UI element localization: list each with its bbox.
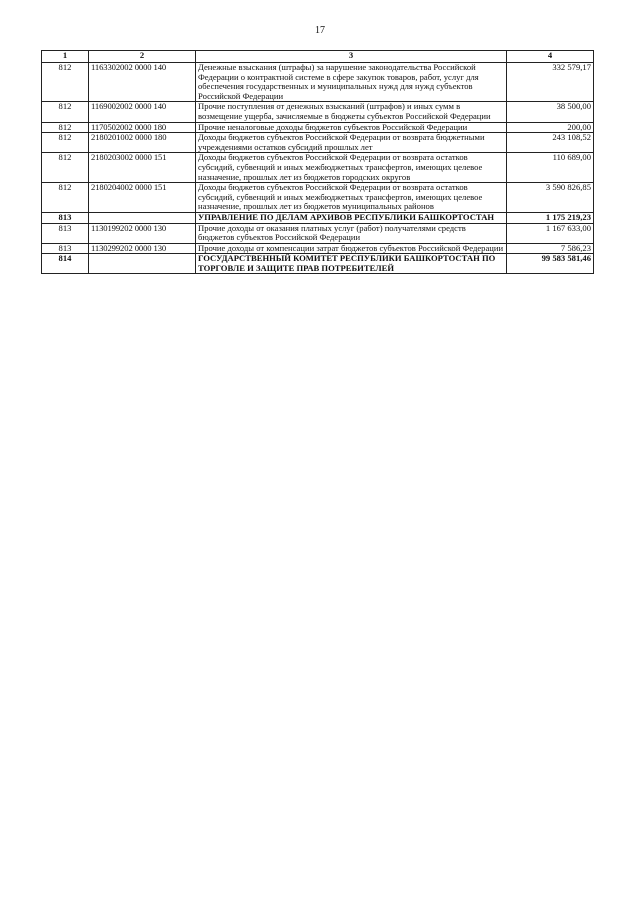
revenue-table (41, 50, 594, 274)
budget-code-cell: 1130299202 0000 130 (89, 243, 196, 254)
amount-cell: 1 167 633,00 (507, 223, 594, 243)
admin-code-cell: 812 (42, 133, 89, 153)
column-header-1: 1 (42, 51, 89, 63)
amount-cell: 7 586,23 (507, 243, 594, 254)
amount-cell: 99 583 581,46 (507, 254, 594, 274)
table-row (42, 63, 594, 102)
revenue-name-cell: Прочие поступления от денежных взысканий (штрафов) и иных сумм в возмещение ущерба, зачисляемые в бюджеты субъектов Российской Федерации (196, 102, 507, 122)
budget-code-cell: 2180203002 0000 151 (89, 153, 196, 183)
table-row (42, 183, 594, 213)
table-body (42, 63, 594, 274)
budget-code-cell (89, 212, 196, 223)
table-row (42, 243, 594, 254)
amount-cell: 38 500,00 (507, 102, 594, 122)
budget-code-cell (89, 254, 196, 274)
amount-cell: 110 689,00 (507, 153, 594, 183)
revenue-name-cell: Прочие неналоговые доходы бюджетов субъектов Российской Федерации (196, 122, 507, 133)
budget-code-cell: 1169002002 0000 140 (89, 102, 196, 122)
column-header-3: 3 (196, 51, 507, 63)
revenue-name-cell: Денежные взыскания (штрафы) за нарушение законодательства Российской Федерации о контрактной системе в сфере закупок товаров, работ, услуг для обеспечения государственных и муниципальных нужд для нужд субъектов Российской Федерации (196, 63, 507, 102)
budget-code-cell: 1170502002 0000 180 (89, 122, 196, 133)
revenue-name-cell: УПРАВЛЕНИЕ ПО ДЕЛАМ АРХИВОВ РЕСПУБЛИКИ БАШКОРТОСТАН (196, 212, 507, 223)
revenue-name-cell: Доходы бюджетов субъектов Российской Федерации от возврата остатков субсидий, субвенций и иных межбюджетных трансфертов, имеющих целевое назначение, прошлых лет из бюджетов городских округов (196, 153, 507, 183)
table-row (42, 122, 594, 133)
admin-code-cell: 812 (42, 102, 89, 122)
table-row (42, 153, 594, 183)
budget-code-cell: 1130199202 0000 130 (89, 223, 196, 243)
table-header-row (42, 51, 594, 63)
admin-code-cell: 812 (42, 183, 89, 213)
table-row (42, 133, 594, 153)
revenue-name-cell: ГОСУДАРСТВЕННЫЙ КОМИТЕТ РЕСПУБЛИКИ БАШКОРТОСТАН ПО ТОРГОВЛЕ И ЗАЩИТЕ ПРАВ ПОТРЕБИТЕЛЕЙ (196, 254, 507, 274)
admin-code-cell: 812 (42, 153, 89, 183)
table-row (42, 223, 594, 243)
amount-cell: 3 590 826,85 (507, 183, 594, 213)
admin-code-cell: 813 (42, 212, 89, 223)
budget-code-cell: 2180201002 0000 180 (89, 133, 196, 153)
budget-code-cell: 1163302002 0000 140 (89, 63, 196, 102)
admin-code-cell: 813 (42, 223, 89, 243)
admin-code-cell: 813 (42, 243, 89, 254)
column-header-4: 4 (507, 51, 594, 63)
column-header-2: 2 (89, 51, 196, 63)
revenue-name-cell: Прочие доходы от компенсации затрат бюджетов субъектов Российской Федерации (196, 243, 507, 254)
revenue-name-cell: Доходы бюджетов субъектов Российской Федерации от возврата бюджетными учреждениями остатков субсидий прошлых лет (196, 133, 507, 153)
amount-cell: 200,00 (507, 122, 594, 133)
table-section-row (42, 212, 594, 223)
admin-code-cell: 814 (42, 254, 89, 274)
admin-code-cell: 812 (42, 122, 89, 133)
budget-code-cell: 2180204002 0000 151 (89, 183, 196, 213)
page-number: 17 (315, 25, 325, 36)
admin-code-cell: 812 (42, 63, 89, 102)
table-row (42, 102, 594, 122)
amount-cell: 1 175 219,23 (507, 212, 594, 223)
revenue-name-cell: Доходы бюджетов субъектов Российской Федерации от возврата остатков субсидий, субвенций и иных межбюджетных трансфертов, имеющих целевое назначение, прошлых лет из бюджетов муниципальных районов (196, 183, 507, 213)
revenue-name-cell: Прочие доходы от оказания платных услуг (работ) получателями средств бюджетов субъектов Российской Федерации (196, 223, 507, 243)
table-section-row (42, 254, 594, 274)
amount-cell: 243 108,52 (507, 133, 594, 153)
amount-cell: 332 579,17 (507, 63, 594, 102)
